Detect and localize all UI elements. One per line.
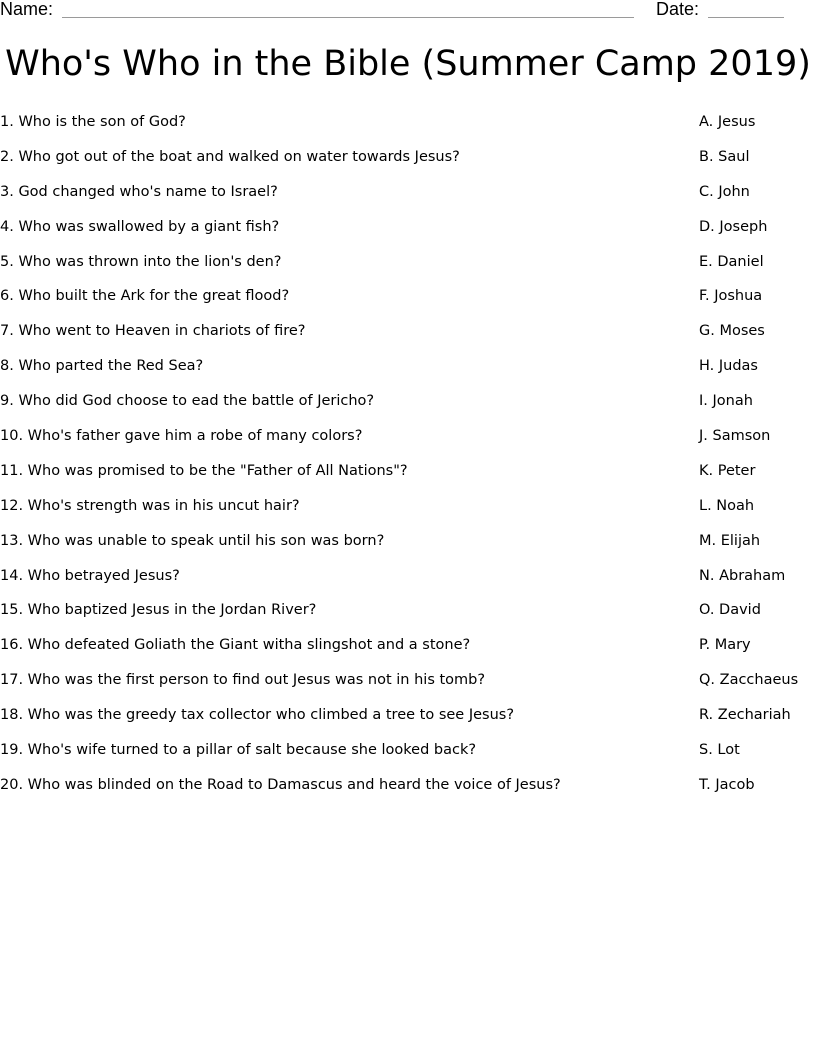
- question-item: 2. Who got out of the boat and walked on water towards Jesus?: [0, 148, 460, 165]
- answer-item: P. Mary: [699, 637, 751, 654]
- question-item: 12. Who's strength was in his uncut hair?: [0, 497, 300, 514]
- question-item: 18. Who was the greedy tax collector who climbed a tree to see Jesus?: [0, 707, 515, 724]
- question-item: 5. Who was thrown into the lion's den?: [0, 253, 282, 270]
- worksheet-header: [0, 0, 816, 22]
- question-item: 20. Who was blinded on the Road to Damascus and heard the voice of Jesus?: [0, 776, 561, 793]
- page-title: Who's Who in the Bible (Summer Camp 2019): [5, 44, 811, 84]
- question-item: 15. Who baptized Jesus in the Jordan River?: [0, 602, 317, 619]
- answer-item: R. Zechariah: [699, 707, 791, 724]
- answer-item: F. Joshua: [699, 288, 763, 305]
- name-blank-line: [62, 17, 634, 18]
- question-item: 8. Who parted the Red Sea?: [0, 358, 204, 375]
- question-item: 1. Who is the son of God?: [0, 114, 186, 130]
- answer-item: A. Jesus: [699, 114, 756, 130]
- answer-item: D. Joseph: [699, 218, 768, 235]
- question-item: 7. Who went to Heaven in chariots of fire?: [0, 323, 306, 340]
- date-blank-line: [708, 17, 784, 18]
- question-item: 11. Who was promised to be the "Father of All Nations"?: [0, 462, 408, 479]
- answer-item: T. Jacob: [699, 776, 755, 793]
- answer-item: H. Judas: [699, 358, 758, 375]
- question-item: 10. Who's father gave him a robe of many colors?: [0, 428, 363, 445]
- answer-item: E. Daniel: [699, 253, 764, 270]
- question-list: [0, 112, 690, 810]
- name-label: Name:: [0, 0, 54, 19]
- question-item: 13. Who was unable to speak until his son was born?: [0, 532, 385, 549]
- question-item: 4. Who was swallowed by a giant fish?: [0, 218, 280, 235]
- answer-item: J. Samson: [699, 428, 771, 445]
- answer-item: B. Saul: [699, 148, 750, 165]
- answer-item: K. Peter: [699, 462, 756, 479]
- question-item: 19. Who's wife turned to a pillar of salt because she looked back?: [0, 742, 477, 759]
- answer-item: L. Noah: [699, 497, 755, 514]
- question-item: 3. God changed who's name to Israel?: [0, 183, 278, 200]
- answer-item: M. Elijah: [699, 532, 761, 549]
- question-item: 14. Who betrayed Jesus?: [0, 567, 180, 584]
- answer-item: S. Lot: [699, 742, 740, 759]
- answer-item: I. Jonah: [699, 393, 753, 410]
- question-item: 16. Who defeated Goliath the Giant witha slingshot and a stone?: [0, 637, 471, 654]
- question-item: 9. Who did God choose to ead the battle of Jericho?: [0, 393, 375, 410]
- question-item: 17. Who was the first person to find out Jesus was not in his tomb?: [0, 672, 486, 689]
- answer-item: G. Moses: [699, 323, 765, 340]
- answer-item: Q. Zacchaeus: [699, 672, 799, 689]
- answer-list: [699, 112, 816, 810]
- answer-item: C. John: [699, 183, 750, 200]
- question-item: 6. Who built the Ark for the great flood?: [0, 288, 290, 305]
- answer-item: O. David: [699, 602, 761, 619]
- date-label: Date:: [656, 0, 700, 19]
- answer-item: N. Abraham: [699, 567, 786, 584]
